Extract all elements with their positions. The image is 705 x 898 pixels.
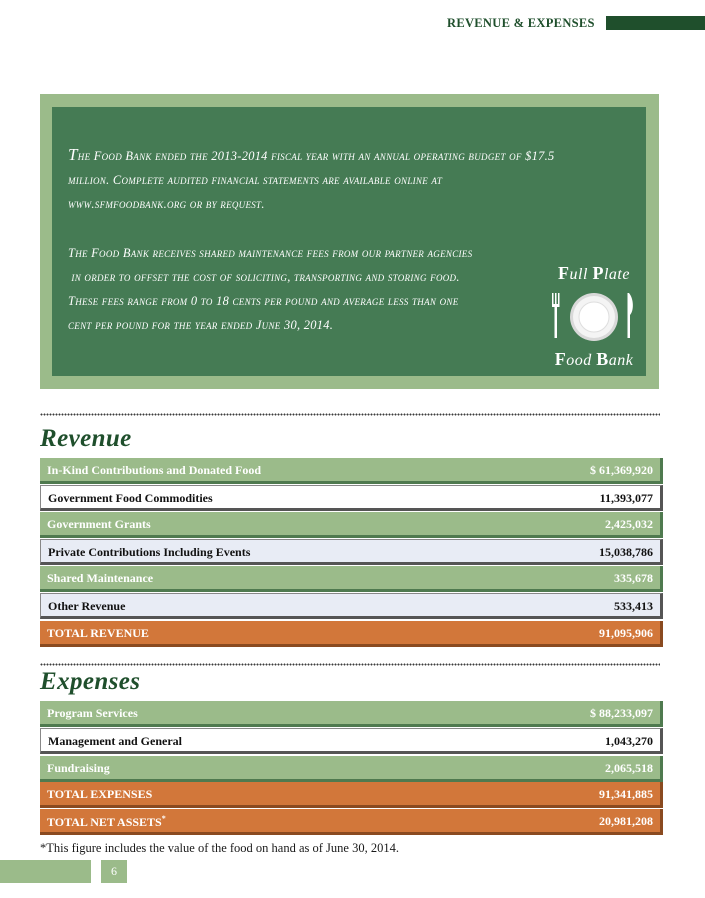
row-value: 533,413 [614,599,653,613]
row-label: Fundraising [47,761,110,775]
intro-paragraph-2 [68,241,558,337]
row-value: 91,095,906 [599,626,653,640]
table-row [40,485,663,511]
row-label: TOTAL NET ASSETS* [47,814,166,829]
row-label: TOTAL EXPENSES [47,787,153,801]
row-value: $ 88,233,097 [590,706,653,720]
section-divider [40,413,660,416]
revenue-title: Revenue [40,425,132,452]
row-value: $ 61,369,920 [590,463,653,477]
row-value: 1,043,270 [605,734,653,748]
intro-paragraph-2-line: in order to offset the cost of soliciting, transporting and storing food. [68,270,460,284]
row-label: Management and General [48,734,182,748]
footnote: *This figure includes the value of the food on hand as of June 30, 2014. [40,841,399,855]
expenses-title: Expenses [40,668,141,695]
table-row [40,458,663,484]
intro-dropcap: T [68,145,78,164]
intro-paragraph-2-line: cent per pound for the year ended June 30, 2014. [68,318,334,332]
row-value: 91,341,885 [599,787,653,801]
table-row [40,512,663,538]
logo-line-2: Food Bank [554,349,634,369]
row-value: 20,981,208 [599,814,653,828]
logo-line-1: Full Plate [558,263,630,283]
table-row [40,593,663,619]
table-row [40,539,663,565]
intro-paragraph-2-line: These fees range from 0 to 18 cents per pound and average less than one [68,294,459,308]
row-label: In-Kind Contributions and Donated Food [47,463,262,477]
row-label: Other Revenue [48,599,126,613]
intro-panel [40,94,659,389]
row-value: 11,393,077 [599,491,653,505]
plate-fork-knife-icon [544,287,644,347]
header-title: REVENUE & EXPENSES [447,16,595,30]
row-label: Program Services [47,706,138,720]
row-value: 2,065,518 [605,761,653,775]
table-row [40,756,663,782]
intro-paragraph-1 [68,143,558,216]
total-row [40,782,663,808]
row-label: Government Grants [47,517,151,531]
row-label: TOTAL REVENUE [47,626,149,640]
full-plate-logo [544,259,644,371]
section-divider [40,663,660,666]
footer-bar [0,860,91,883]
row-label: Shared Maintenance [47,571,154,585]
row-value: 2,425,032 [605,517,653,531]
intro-paragraph-1-text: he Food Bank ended the 2013-2014 fiscal year with an annual operating budget of $17.5 million. Complete audited financial statements are available online at www.sfmfoodbank.org or by request. [68,149,555,211]
row-value: 335,678 [614,571,653,585]
table-row [40,701,663,727]
row-label: Government Food Commodities [48,491,213,505]
row-label: Private Contributions Including Events [48,545,251,559]
header-accent-bar [606,16,705,30]
intro-panel-inner [52,107,646,376]
table-row [40,566,663,592]
intro-paragraph-2-line: The Food Bank receives shared maintenance fees from our partner agencies [68,246,473,260]
table-row [40,728,663,754]
page-number: 6 [101,860,127,883]
total-row [40,621,663,647]
row-value: 15,038,786 [599,545,653,559]
total-row [40,809,663,835]
